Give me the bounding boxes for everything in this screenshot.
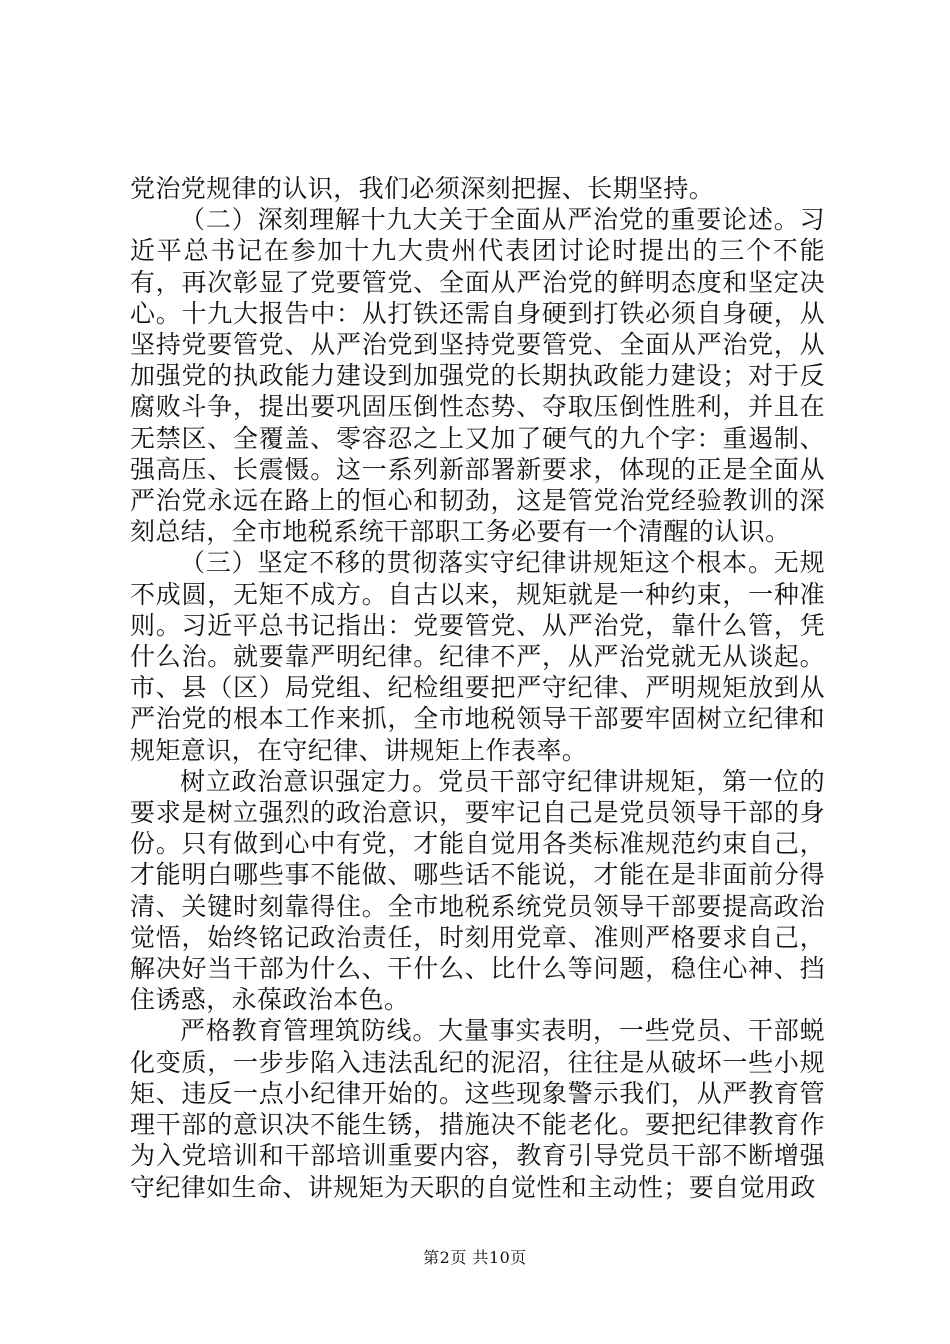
paragraph: （二）深刻理解十九大关于全面从严治党的重要论述。习近平总书记在参加十九大贵州代表团讨论时提出的三个不能有，再次彰显了党要管党、全面从严治党的鲜明态度和坚定决心。十九大报告中：从打铁还需自身硬到打铁必须自身硬，从坚持党要管党、从严治党到坚持党要管党、全面从严治党，从加强党的执政能力建设到加强党的长期执政能力建设；对于反腐败斗争，提出要巩固压倒性态势、夺取压倒性胜利，并且在无禁区、全覆盖、零容忍之上又加了硬气的九个字：重遏制、强高压、长震慑。这一系列新部署新要求，体现的正是全面从严治党永远在路上的恒心和韧劲，这是管党治党经验教训的深刻总结，全市地税系统干部职工务必要有一个清醒的认识。 <box>130 205 825 547</box>
paragraph: 树立政治意识强定力。党员干部守纪律讲规矩，第一位的要求是树立强烈的政治意识，要牢记自己是党员领导干部的身份。只有做到心中有党，才能自觉用各类标准规范约束自己，才能明白哪些事不能做、哪些话不能说，才能在是非面前分得清、关键时刻靠得住。全市地税系统党员领导干部要提高政治觉悟，始终铭记政治责任，时刻用党章、准则严格要求自己，解决好当干部为什么、干什么、比什么等问题，稳住心神、挡住诱惑，永葆政治本色。 <box>130 766 825 1015</box>
paragraph: （三）坚定不移的贯彻落实守纪律讲规矩这个根本。无规不成圆，无矩不成方。自古以来，规矩就是一种约束，一种准则。习近平总书记指出：党要管党、从严治党，靠什么管，凭什么治。就要靠严明纪律。纪律不严，从严治党就无从谈起。市、县（区）局党组、纪检组要把严守纪律、严明规矩放到从严治党的根本工作来抓，全市地税领导干部要牢固树立纪律和规矩意识，在守纪律、讲规矩上作表率。 <box>130 548 825 765</box>
document-body <box>130 173 825 1203</box>
paragraph: 严格教育管理筑防线。大量事实表明，一些党员、干部蜕化变质，一步步陷入违法乱纪的泥沼，往往是从破坏一些小规矩、违反一点小纪律开始的。这些现象警示我们，从严教育管理干部的意识决不能生锈，措施决不能老化。要把纪律教育作为入党培训和干部培训重要内容，教育引导党员干部不断增强守纪律如生命、讲规矩为天职的自觉性和主动性；要自觉用政 <box>130 1016 825 1202</box>
page-number-footer: 第2页 共10页 <box>423 1248 527 1267</box>
paragraph: 党治党规律的认识，我们必须深刻把握、长期坚持。 <box>130 174 715 203</box>
